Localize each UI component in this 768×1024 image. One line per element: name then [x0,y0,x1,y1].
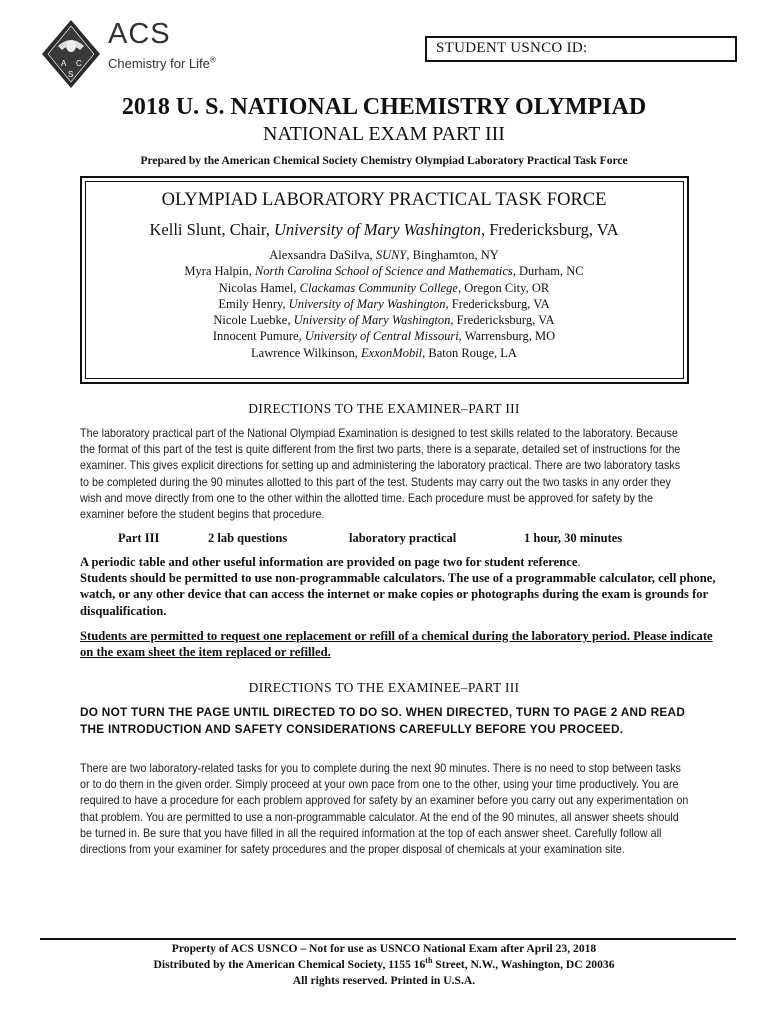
calculator-note: Students should be permitted to use non-programmable calculators. The use of a programmable calculator, cell phone, watch, or any other device that can access the internet or make copies or photographs during the exam is grounds for disqualification. [80,571,716,618]
time-label: 1 hour, 30 minutes [524,531,623,545]
task-force-title: OLYMPIAD LABORATORY PRACTICAL TASK FORCE [161,190,607,210]
student-id-box: STUDENT USNCO ID: [425,36,737,62]
examinee-heading: DIRECTIONS TO THE EXAMINEE–PART III [248,680,520,695]
examiner-paragraph: The laboratory practical part of the National Olympiad Examination is designed to test skills related to the laboratory. Because the format of this part of the test is quite different from the first two parts, there is a separate, detailed set of instructions for the examiner. This gives explicit directions for setting up and administering the laboratory practical. There are two laboratory tasks to be completed during the 90 minutes allotted to this part of the test. Students may carry out the two tasks in any order they wish and move directly from one to the other within the allotted time. Each procedure must be approved for safety by the examiner before the student begins that procedure. [80,427,681,522]
examinee-paragraph: There are two laboratory-related tasks for you to complete during the next 90 minutes. There is no need to stop between tasks or to do them in the given order. Simply proceed at your own pace from one to the other, using your time productively. You are required to have a procedure for each problem approved for safety by an examiner before you carry out any experimentation on that problem. You are permitted to use a non-programmable calculator. At the end of the 90 minutes, all answer sheets should be turned in. Be sure that you have filled in all the required information at the top of each answer sheet. Carefully follow all directions from your examiner for safety procedures and the proper disposal of chemicals at your examination site. [80,762,689,857]
acs-emblem-icon [38,16,104,92]
page-title: 2018 U. S. NATIONAL CHEMISTRY OLYMPIAD [121,94,647,120]
prepared-by: Prepared by the American Chemical Society Chemistry Olympiad Laboratory Practical Task Force [140,155,628,167]
footer-property: Property of ACS USNCO – Not for use as USNCO National Exam after April 23, 2018 [171,942,597,955]
svg-text:A: A [61,59,67,68]
footer-rights: All rights reserved. Printed in U.S.A. [292,974,476,987]
task-force-members [0,247,768,361]
logo-name: ACS [108,18,171,50]
questions-label: 2 lab questions [208,531,288,545]
member: Emily Henry, University of Mary Washington, Fredericksburg, VA [218,296,550,311]
svg-text:S: S [68,70,74,79]
member: Nicolas Hamel, Clackamas Community College, Oregon City, OR [218,280,550,295]
type-label: laboratory practical [349,531,457,545]
member: Nicole Luebke, University of Mary Washington, Fredericksburg, VA [213,313,555,328]
acs-logo [38,16,223,92]
svg-text:C: C [76,59,82,68]
replacement-note: Students are permitted to request one replacement or refill of a chemical during the laboratory period. Please indicate on the exam sheet the item replaced or refilled. [80,629,713,660]
member: Innocent Pumure, University of Central Missouri, Warrensburg, MO [212,329,556,344]
task-force-chair: Kelli Slunt, Chair, University of Mary Washington, Fredericksburg, VA [149,220,619,239]
examiner-heading: DIRECTIONS TO THE EXAMINER–PART III [248,401,520,416]
footer-divider [40,938,736,940]
part-label: Part III [118,531,160,545]
footer-distributed: Distributed by the American Chemical Society, 1155 16th Street, N.W., Washington, DC 20036 [153,956,615,971]
page-subtitle: NATIONAL EXAM PART III [263,123,505,145]
member: Myra Halpin, North Carolina School of Science and Mathematics, Durham, NC [184,264,584,279]
member: Alexsandra DaSilva, SUNY, Binghamton, NY [269,248,499,262]
examinee-warning: DO NOT TURN THE PAGE UNTIL DIRECTED TO DO SO. WHEN DIRECTED, TURN TO PAGE 2 AND READ THE INTRODUCTION AND SAFETY CONSIDERATIONS CAREFULLY BEFORE YOU PROCEED. [80,705,686,736]
logo-tagline: Chemistry for Life® [108,55,216,71]
member: Lawrence Wilkinson, ExxonMobil, Baton Rouge, LA [251,345,517,360]
periodic-note: A periodic table and other useful information are provided on page two for student reference. [80,555,581,569]
